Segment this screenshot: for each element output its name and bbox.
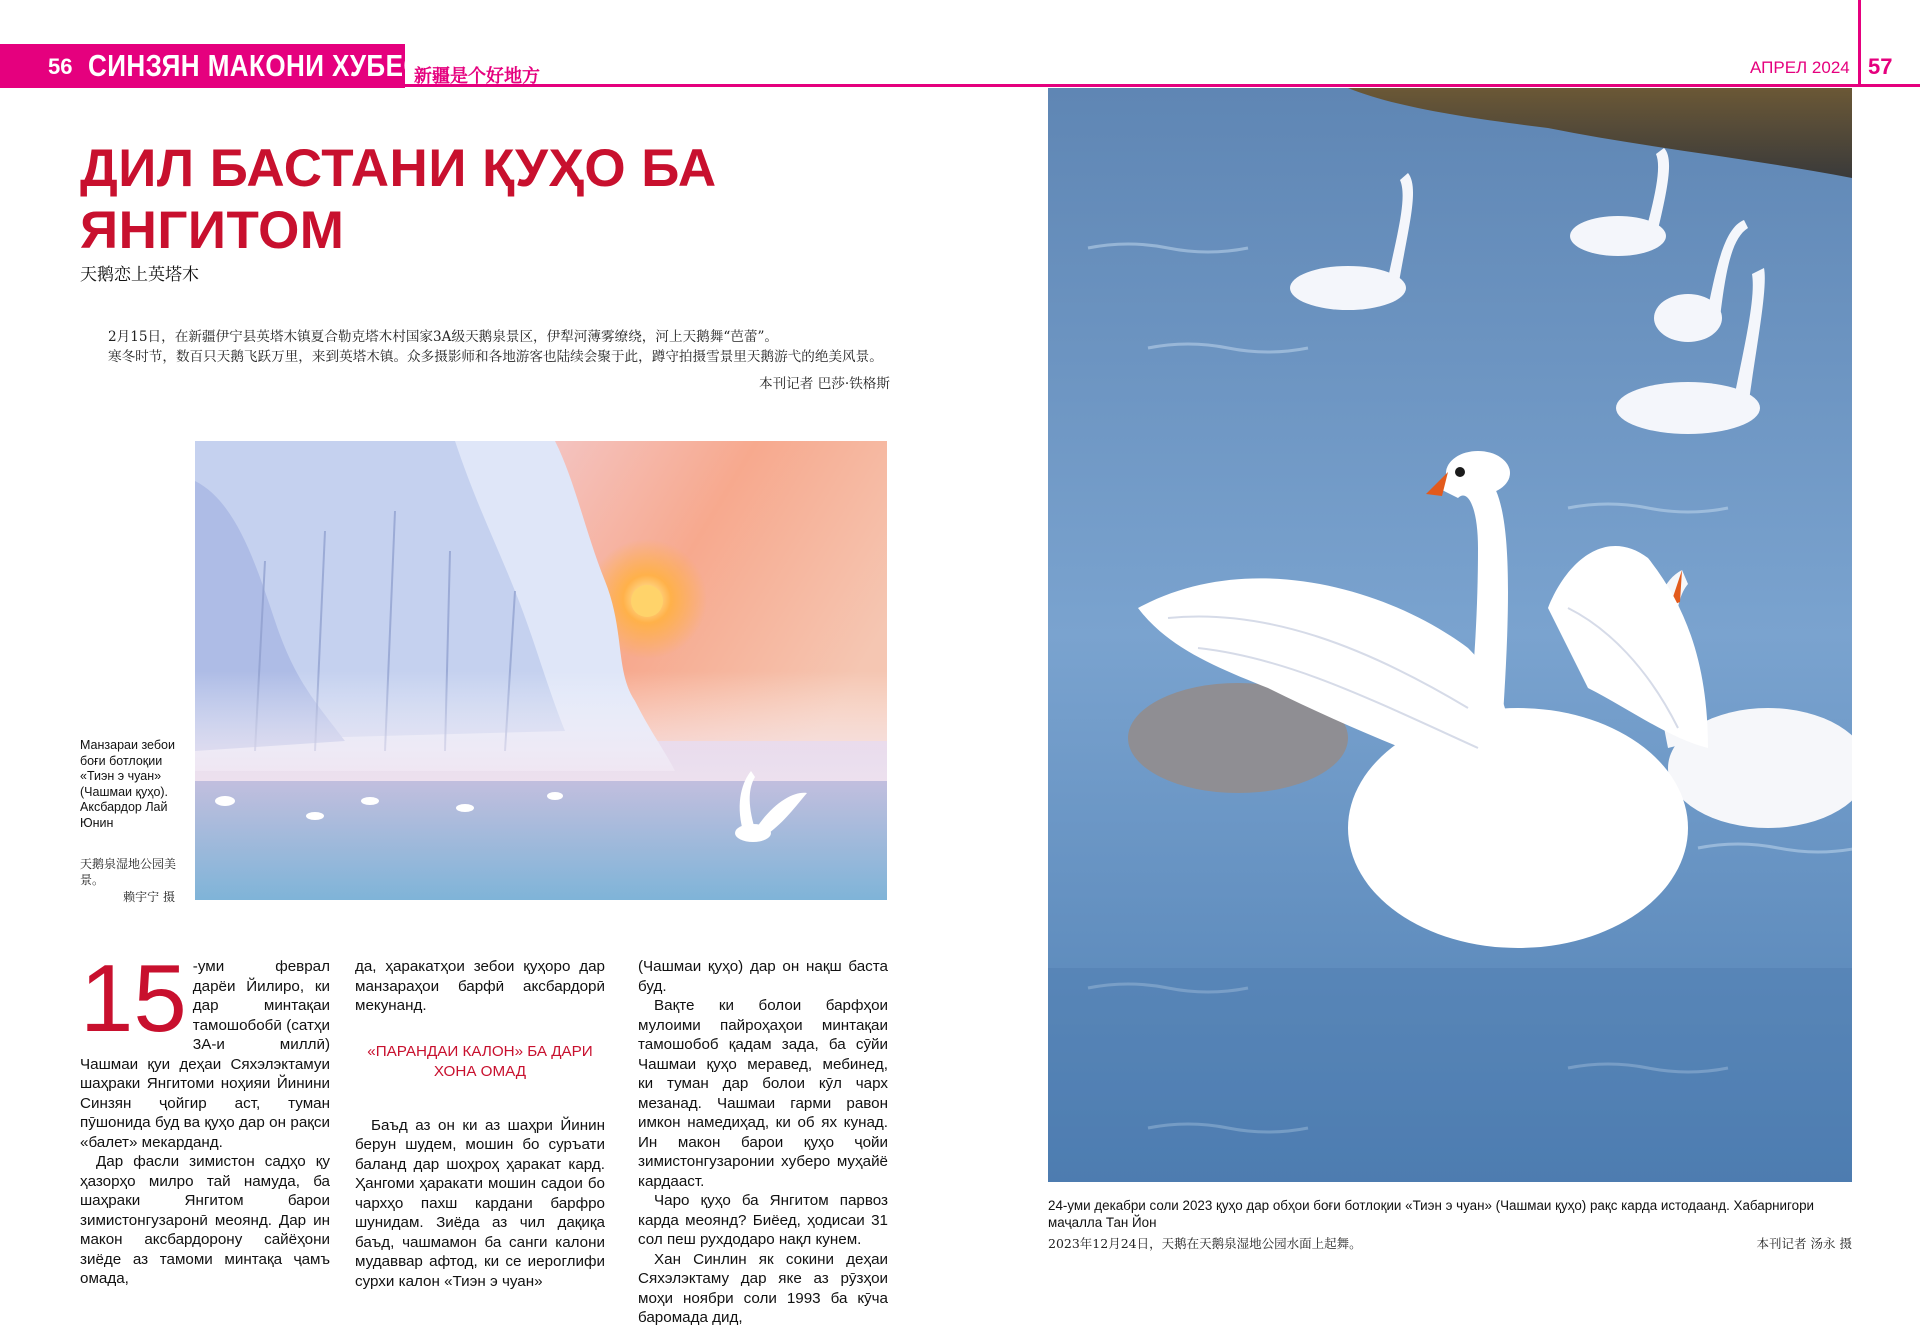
intro-paragraph: 2月15日，在新疆伊宁县英塔木镇夏合勒克塔木村国家3A级天鹅泉景区，伊犁河薄雾缭绕，河上天鹅舞“芭蕾”。 <box>108 329 779 345</box>
body-column-1 <box>80 945 330 1289</box>
article-headline: ДИЛ БАСТАНИ ҚУҲО БА ЯНГИТОМ <box>80 139 717 260</box>
left-photo-credit-zh: 赖宇宁 摄 <box>123 890 175 904</box>
right-photo-caption-zh: 2023年12月24日，天鹅在天鹅泉湿地公园水面上起舞。 <box>1048 1236 1362 1251</box>
section-title: СИНЗЯН МАКОНИ ХУБЕСТ <box>88 48 439 83</box>
article-intro-zh <box>80 327 892 367</box>
body-paragraph: Чаро қуҳо ба Янгитом парвоз карда меоянд? Биёед, ҳодисаи 31 сол пеш рухдодаро нақл кунем. <box>638 1192 888 1248</box>
body-paragraph: Вақте ки болои барфҳои мулоими пайроҳаҳои минтақаи тамошобоб қадам зада, ба сӯйи Чашмаи қуҳо меравед, мебинед, ки туман дар болои кӯл чарх мезанад. Чашмаи гарми равон имкон намедиҳад, ки об ях кунад. Ин макон барои қуҳо ҷойи зимистонгузаронии хуберо муҳайё кардааст. <box>638 997 888 1190</box>
intro-credit-zh: 本刊记者 巴莎·铁格斯 <box>759 376 890 392</box>
intro-paragraph: 寒冬时节，数百只天鹅飞跃万里，来到英塔木镇。众多摄影师和各地游客也陆续会聚于此，蹲守拍摄雪景里天鹅游弋的绝美风景。 <box>108 349 883 365</box>
subsection-heading: «ПАРАНДАИ КАЛОН» БА ДАРИ ХОНА ОМАД <box>367 1042 593 1080</box>
body-column-2 <box>355 957 605 1291</box>
drop-cap: 15 <box>80 945 187 1052</box>
right-page-number: 57 <box>1868 54 1893 79</box>
body-paragraph: Баъд аз он ки аз шаҳри Йинин берун шудем, мошин бо суръати баланд дар шоҳроҳ ҳаракат кард. Ҳангоми ҳаракати мошин садои бо чархҳо пахш кардани барфро шунидам. Зиёда аз чил дақиқа баъд, чашмамон ба санги калони мудаввар афтод, ки се иероглифи сурхи калон «Тиэн э чуан» <box>355 1116 605 1290</box>
right-photo-caption: 24-уми декабри соли 2023 қуҳо дар обҳои боғи ботлоқии «Тиэн э чуан» (Чашмаи қуҳо) рақс карда истодаанд. Хабарнигори маҷалла Тан Йон <box>1048 1198 1815 1230</box>
left-photo-caption: Манзараи зебои боғи ботлоқии «Тиэн э чуан» (Чашмаи қуҳо). Аксбардор Лай Юнин <box>80 738 175 830</box>
issue-date: АПРЕЛ 2024 <box>1750 58 1850 77</box>
swans-on-water-photo <box>1048 88 1852 1182</box>
frosted-trees-sunrise-photo <box>195 441 887 900</box>
body-paragraph: Хан Синлин як сокини деҳаи Сяхэлэктаму дар яке аз рӯзҳои моҳи ноябри соли 1993 ба кӯча баромада дид, <box>638 1250 888 1326</box>
left-photo-caption-zh: 天鹅泉湿地公园美景。 <box>80 857 177 887</box>
article-subhead-zh: 天鹅恋上英塔木 <box>80 265 199 284</box>
left-page-number: 56 <box>48 54 73 79</box>
body-paragraph: -уми феврал дарёи Йилиро, ки дар минтақаи тамошобобӣ (сатҳи 3А-и миллӣ) Чашмаи қуи деҳаи Сяхэлэктамуи шаҳраки Янгитоми ноҳияи Йинини Синзян ҷойгир аст, туман пӯшонида буд ва қуҳо дар он рақси «балет» мекарданд. <box>80 958 330 1151</box>
section-title-zh: 新疆是个好地方 <box>414 66 540 87</box>
header-corner-rule <box>1858 0 1861 87</box>
right-photo-credit-zh: 本刊记者 汤永 摄 <box>1756 1236 1852 1251</box>
body-paragraph: Дар фасли зимистон садҳо қу ҳазорҳо милро тай намуда, ба шаҳраки Янгитом барои зимистонгузаронӣ меоянд. Дар ин макон аксбардорону сайёҳони зиёде аз тамоми минтақа ҷамъ омада, <box>80 1153 330 1287</box>
header-rule <box>0 84 1920 87</box>
body-paragraph: да, ҳаракатҳои зебои қуҳоро дар манзараҳои барфӣ аксбардорӣ мекунанд. <box>355 958 605 1014</box>
body-column-3 <box>638 957 888 1328</box>
body-paragraph: (Чашмаи қуҳо) дар он нақш баста буд. <box>638 958 888 995</box>
